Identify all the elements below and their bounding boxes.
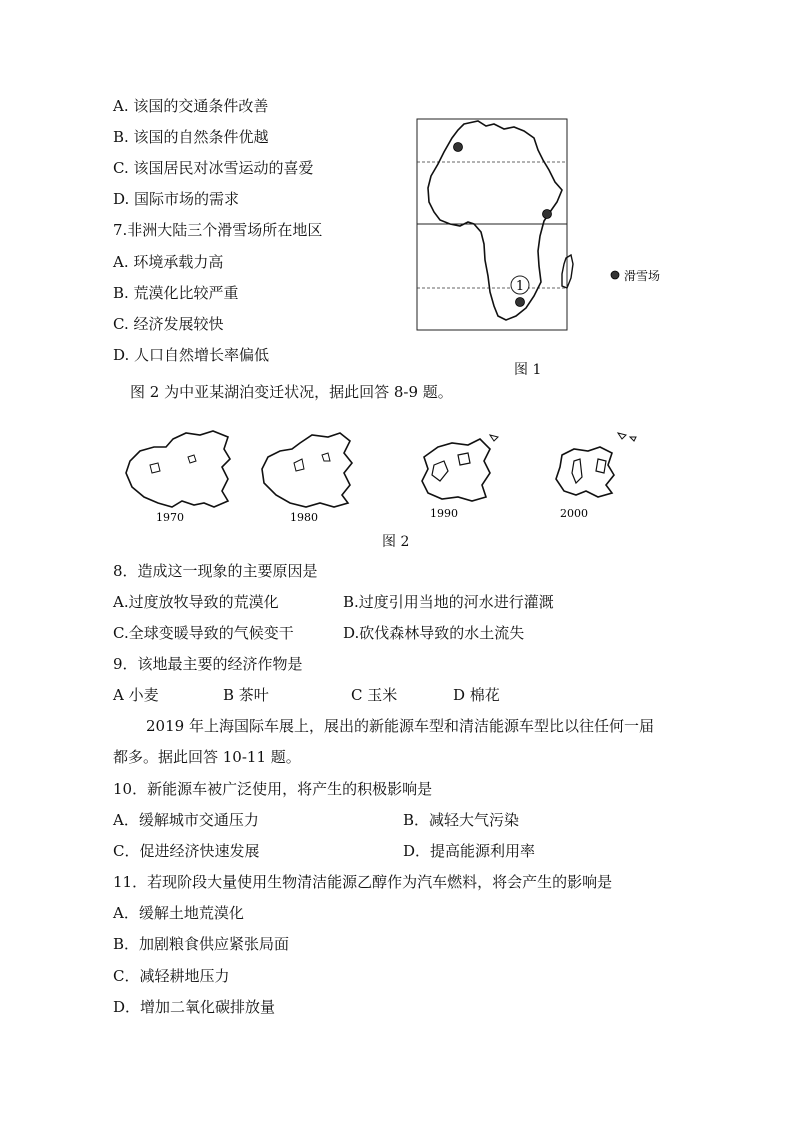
year-1980: 1980	[290, 511, 318, 524]
lake-2000	[556, 433, 636, 497]
q11-option-b: B．加剧粮食供应紧张局面	[113, 935, 290, 953]
q9-option-a: A 小麦	[113, 686, 159, 704]
q10-option-b: B．减轻大气污染	[403, 811, 520, 829]
q7-option-b: B. 荒漠化比较严重	[113, 284, 239, 302]
figure1-caption: 图 1	[514, 362, 542, 378]
q11-option-a: A．缓解土地荒漠化	[113, 904, 244, 922]
q8-stem: 8．造成这一现象的主要原因是	[113, 562, 318, 580]
intro-10-11-line2: 都多。据此回答 10-11 题。	[113, 748, 301, 766]
q7-option-a: A. 环境承载力高	[113, 253, 224, 271]
lake-1970	[126, 431, 230, 507]
lake-1990	[422, 435, 498, 501]
intro-8-9: 图 2 为中亚某湖泊变迁状况，据此回答 8-9 题。	[130, 383, 453, 401]
africa-outline	[428, 121, 562, 320]
q6-option-a: A. 该国的交通条件改善	[113, 97, 269, 115]
ski-resort-north-marker	[454, 143, 463, 152]
q11-option-c: C．减轻耕地压力	[113, 967, 230, 985]
year-2000: 2000	[560, 507, 588, 520]
q9-option-b: B 茶叶	[223, 686, 269, 704]
q8-options-row-2	[113, 623, 693, 643]
q8-option-a: A.过度放牧导致的荒漠化	[113, 593, 279, 611]
q7-stem: 7.非洲大陆三个滑雪场所在地区	[113, 221, 323, 239]
ski-resort-east-marker	[543, 210, 552, 219]
africa-map-graphic	[416, 118, 676, 333]
q8-option-b: B.过度引用当地的河水进行灌溉	[343, 593, 554, 611]
lake-1980	[262, 433, 352, 507]
q9-option-d: D 棉花	[453, 686, 500, 704]
q7-option-d: D. 人口自然增长率偏低	[113, 346, 270, 364]
q6-option-b: B. 该国的自然条件优越	[113, 128, 269, 146]
q7-option-c: C. 经济发展较快	[113, 315, 224, 333]
q9-stem: 9．该地最主要的经济作物是	[113, 655, 303, 673]
q8-options-row-1	[113, 592, 693, 612]
q11-stem: 11．若现阶段大量使用生物清洁能源乙醇作为汽车燃料，将会产生的影响是	[113, 873, 613, 891]
region-1-label: 1	[515, 279, 525, 294]
ski-resort-south-marker	[516, 298, 525, 307]
q10-options-row-1	[113, 810, 693, 830]
year-1970: 1970	[156, 511, 184, 524]
lake-change-graphic	[118, 425, 678, 525]
q11-option-d: D．增加二氧化碳排放量	[113, 998, 276, 1016]
figure2-lake-maps	[118, 425, 678, 525]
q10-option-c: C．促进经济快速发展	[113, 842, 260, 860]
q8-option-d: D.砍伐森林导致的水土流失	[343, 624, 525, 642]
figure1-map	[416, 118, 676, 333]
q6-option-c: C. 该国居民对冰雪运动的喜爱	[113, 159, 314, 177]
q8-option-c: C.全球变暖导致的气候变干	[113, 624, 294, 642]
year-1990: 1990	[430, 507, 458, 520]
intro-10-11-line1: 2019 年上海国际车展上，展出的新能源车型和清洁能源车型比以往任何一届	[146, 717, 654, 735]
figure2-caption: 图 2	[382, 534, 410, 550]
q9-options-row	[113, 685, 693, 705]
q9-option-c: C 玉米	[351, 686, 398, 704]
q10-options-row-2	[113, 841, 693, 861]
q10-option-d: D．提高能源利用率	[403, 842, 536, 860]
legend-ski-icon	[611, 271, 619, 279]
legend-ski-label: 滑雪场	[624, 269, 661, 283]
q6-option-d: D. 国际市场的需求	[113, 190, 240, 208]
q10-option-a: A．缓解城市交通压力	[113, 811, 259, 829]
q10-stem: 10．新能源车被广泛使用，将产生的积极影响是	[113, 780, 433, 798]
